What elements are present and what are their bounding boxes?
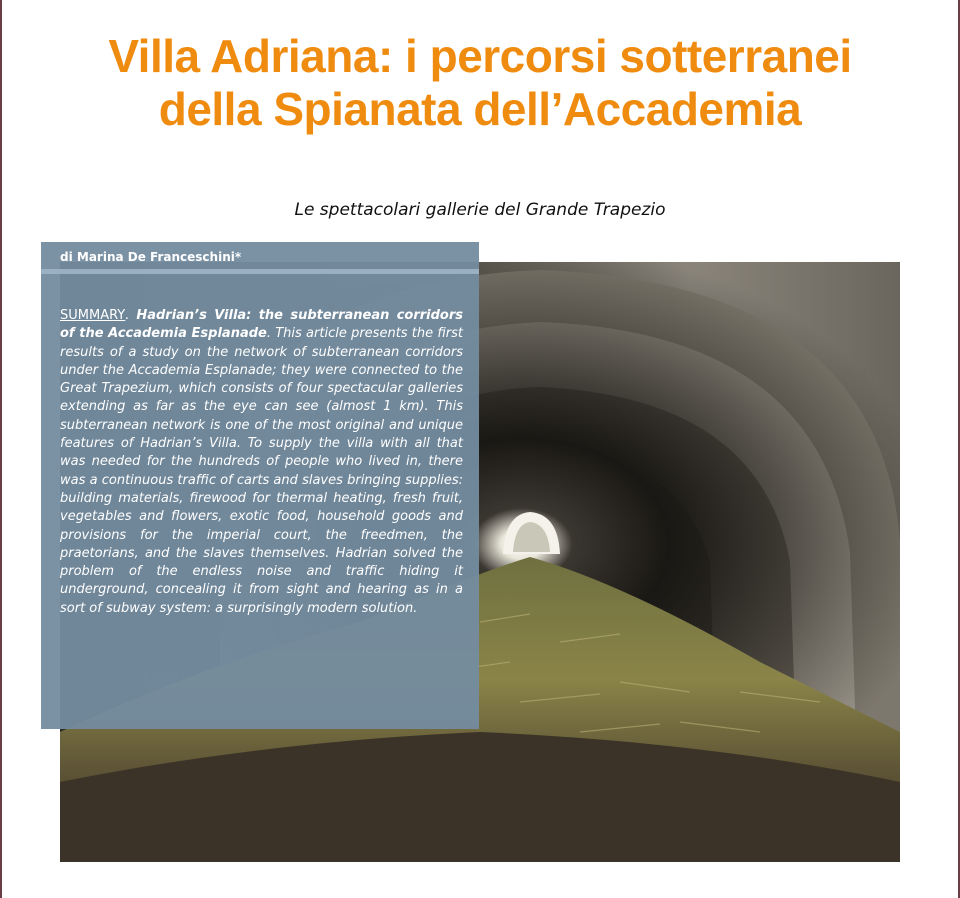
article-title: [60, 30, 900, 136]
summary-panel: [41, 242, 479, 729]
title-line-1: Villa Adriana: i percorsi sotterranei: [108, 30, 852, 82]
summary-label: SUMMARY: [60, 308, 126, 323]
author-byline: di Marina De Franceschini*: [60, 250, 242, 264]
summary-heading: Hadrian’s Villa: the subterranean corridors of the Accademia Esplanade: [60, 308, 463, 342]
summary-separator: .: [125, 308, 137, 323]
summary-body: . This article presents the first results of a study on the network of subterranean corridors under the Accademia Esplanade; they were connected to the Great Trapezium, which consists of four spectacular galleries extending as far as the eye can see (almost 1 km). This subterranean network is one of the most original and unique features of Hadrian’s Villa. To supply the villa with all that was needed for the hundreds of people who lived in, there was a continuous traffic of carts and slaves bringing supplies: building materials, firewood for thermal heating, fresh fruit, vegetables and flowers, exotic food, household goods and provisions for the imperial court, the freedmen, the praetorians, and the slaves themselves. Hadrian solved the problem of the endless noise and traffic hiding it underground, concealing it from sight and hearing as in a sort of subway system: a surprisingly modern solution.: [60, 326, 464, 616]
title-line-2: della Spianata dell’Accademia: [158, 83, 802, 135]
article-subtitle: Le spettacolari gallerie del Grande Trapezio: [294, 200, 666, 220]
page-border-left: [0, 0, 2, 898]
byline-divider: [41, 269, 479, 274]
summary-text: [60, 307, 463, 618]
